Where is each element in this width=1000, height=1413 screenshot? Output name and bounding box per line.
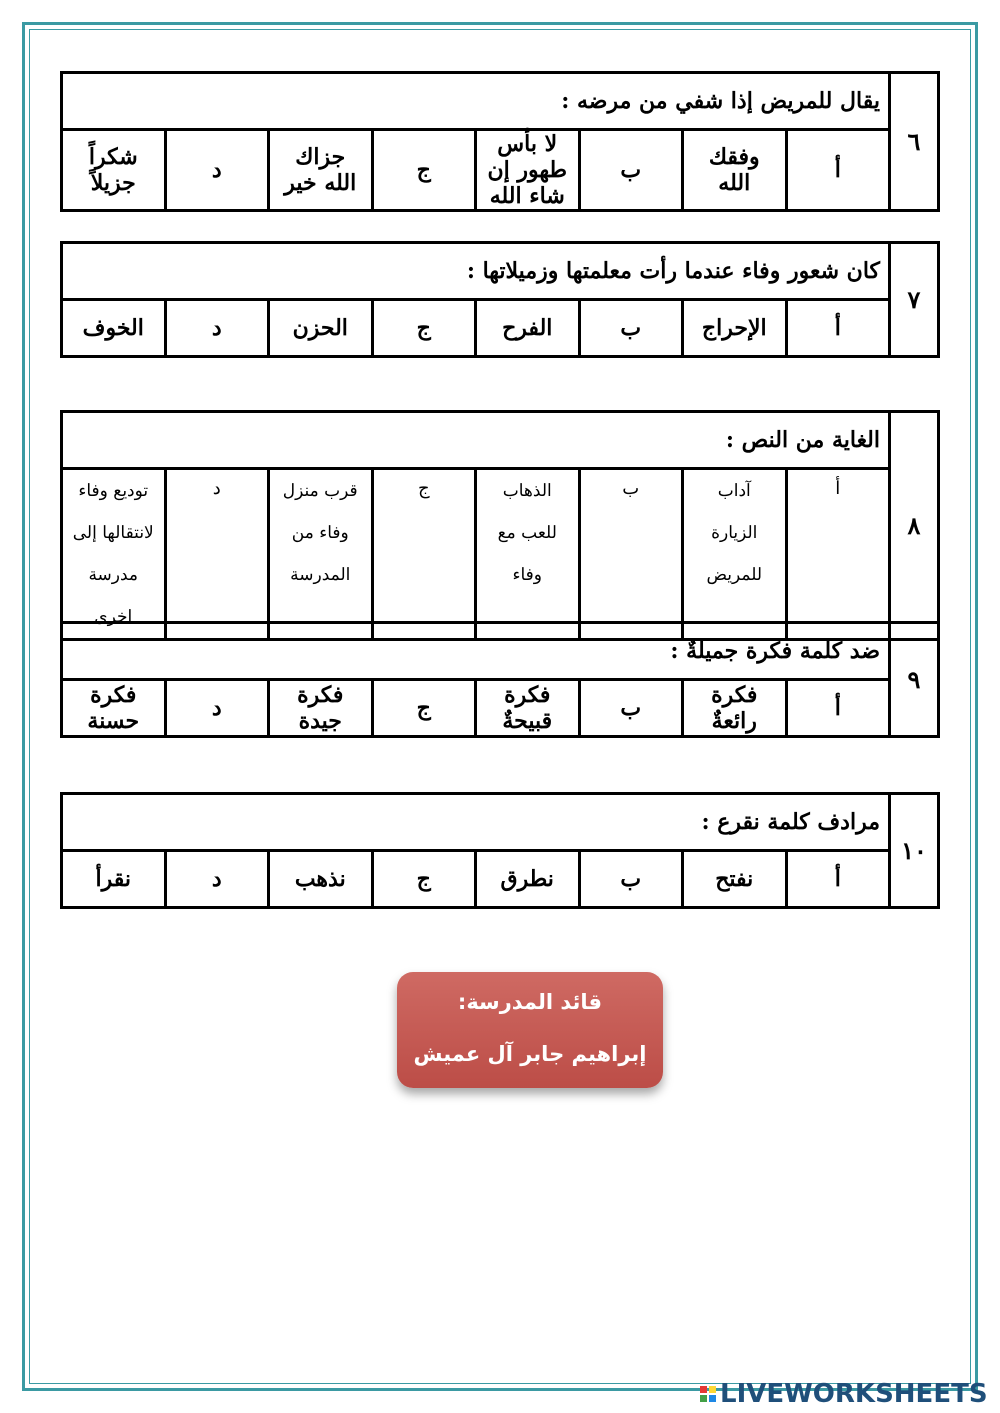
option-letter-d: د	[165, 680, 269, 737]
option-c[interactable]: جزاك الله خير	[269, 130, 373, 211]
option-d[interactable]: شكراً جزيلاً	[62, 130, 166, 211]
option-d[interactable]: نقرأ	[62, 851, 166, 908]
question-8-table	[60, 410, 940, 641]
question-text: يقال للمريض إذا شفي من مرضه :	[62, 73, 890, 130]
option-b[interactable]: الفرح	[476, 300, 580, 357]
option-letter-d: د	[165, 300, 269, 357]
option-a[interactable]: وفقك الله	[683, 130, 787, 211]
option-b[interactable]: نطرق	[476, 851, 580, 908]
question-text: كان شعور وفاء عندما رأت معلمتها وزميلاتها :	[62, 243, 890, 300]
question-number: ٦	[890, 73, 939, 211]
question-text: الغاية من النص :	[62, 412, 890, 469]
option-letter-a: أ	[786, 680, 890, 737]
option-letter-a: أ	[786, 300, 890, 357]
option-letter-c: ج	[372, 300, 476, 357]
option-a[interactable]: فكرة رائعةٌ	[683, 680, 787, 737]
question-6-table	[60, 71, 940, 212]
question-7-table	[60, 241, 940, 358]
question-number: ٧	[890, 243, 939, 357]
watermark-text: LIVEWORKSHEETS	[720, 1379, 988, 1409]
option-b[interactable]: فكرة قبيحةٌ	[476, 680, 580, 737]
option-a[interactable]: نفتح	[683, 851, 787, 908]
option-letter-a: أ	[786, 130, 890, 211]
option-letter-c: ج	[372, 469, 476, 640]
option-letter-b: ب	[579, 300, 683, 357]
option-letter-d: د	[165, 130, 269, 211]
option-letter-b: ب	[579, 680, 683, 737]
option-c[interactable]: نذهب	[269, 851, 373, 908]
option-b[interactable]: الذهاب للعب مع وفاء	[476, 469, 580, 640]
option-letter-c: ج	[372, 130, 476, 211]
option-letter-c: ج	[372, 680, 476, 737]
option-b[interactable]: لا بأس طهور إن شاء الله	[476, 130, 580, 211]
option-letter-d: د	[165, 851, 269, 908]
principal-signature-box	[397, 972, 663, 1088]
liveworksheets-watermark	[700, 1378, 1000, 1410]
option-a[interactable]: آداب الزيارة للمريض	[683, 469, 787, 640]
question-number: ٩	[890, 623, 939, 737]
question-10-table	[60, 792, 940, 909]
principal-name: إبراهيم جابر آل عميش	[413, 1042, 647, 1066]
option-c[interactable]: قرب منزل وفاء من المدرسة	[269, 469, 373, 640]
option-d[interactable]: توديع وفاء لانتقالها إلى مدرسة اخرى	[62, 469, 166, 640]
option-letter-c: ج	[372, 851, 476, 908]
option-letter-a: أ	[786, 469, 890, 640]
option-letter-b: ب	[579, 469, 683, 640]
question-text: مرادف كلمة نقرع :	[62, 794, 890, 851]
option-letter-d: د	[165, 469, 269, 640]
option-d[interactable]: الخوف	[62, 300, 166, 357]
option-letter-b: ب	[579, 851, 683, 908]
option-c[interactable]: فكرة جيدة	[269, 680, 373, 737]
question-text: ضد كلمة فكرة جميلةٌ :	[62, 623, 890, 680]
liveworksheets-logo-icon	[700, 1386, 716, 1402]
question-number: ٨	[890, 412, 939, 640]
option-a[interactable]: الإحراج	[683, 300, 787, 357]
option-letter-b: ب	[579, 130, 683, 211]
option-c[interactable]: الحزن	[269, 300, 373, 357]
option-letter-a: أ	[786, 851, 890, 908]
option-d[interactable]: فكرة حسنة	[62, 680, 166, 737]
principal-title: قائد المدرسة:	[457, 990, 603, 1014]
question-number: ١٠	[890, 794, 939, 908]
question-9-table	[60, 621, 940, 738]
